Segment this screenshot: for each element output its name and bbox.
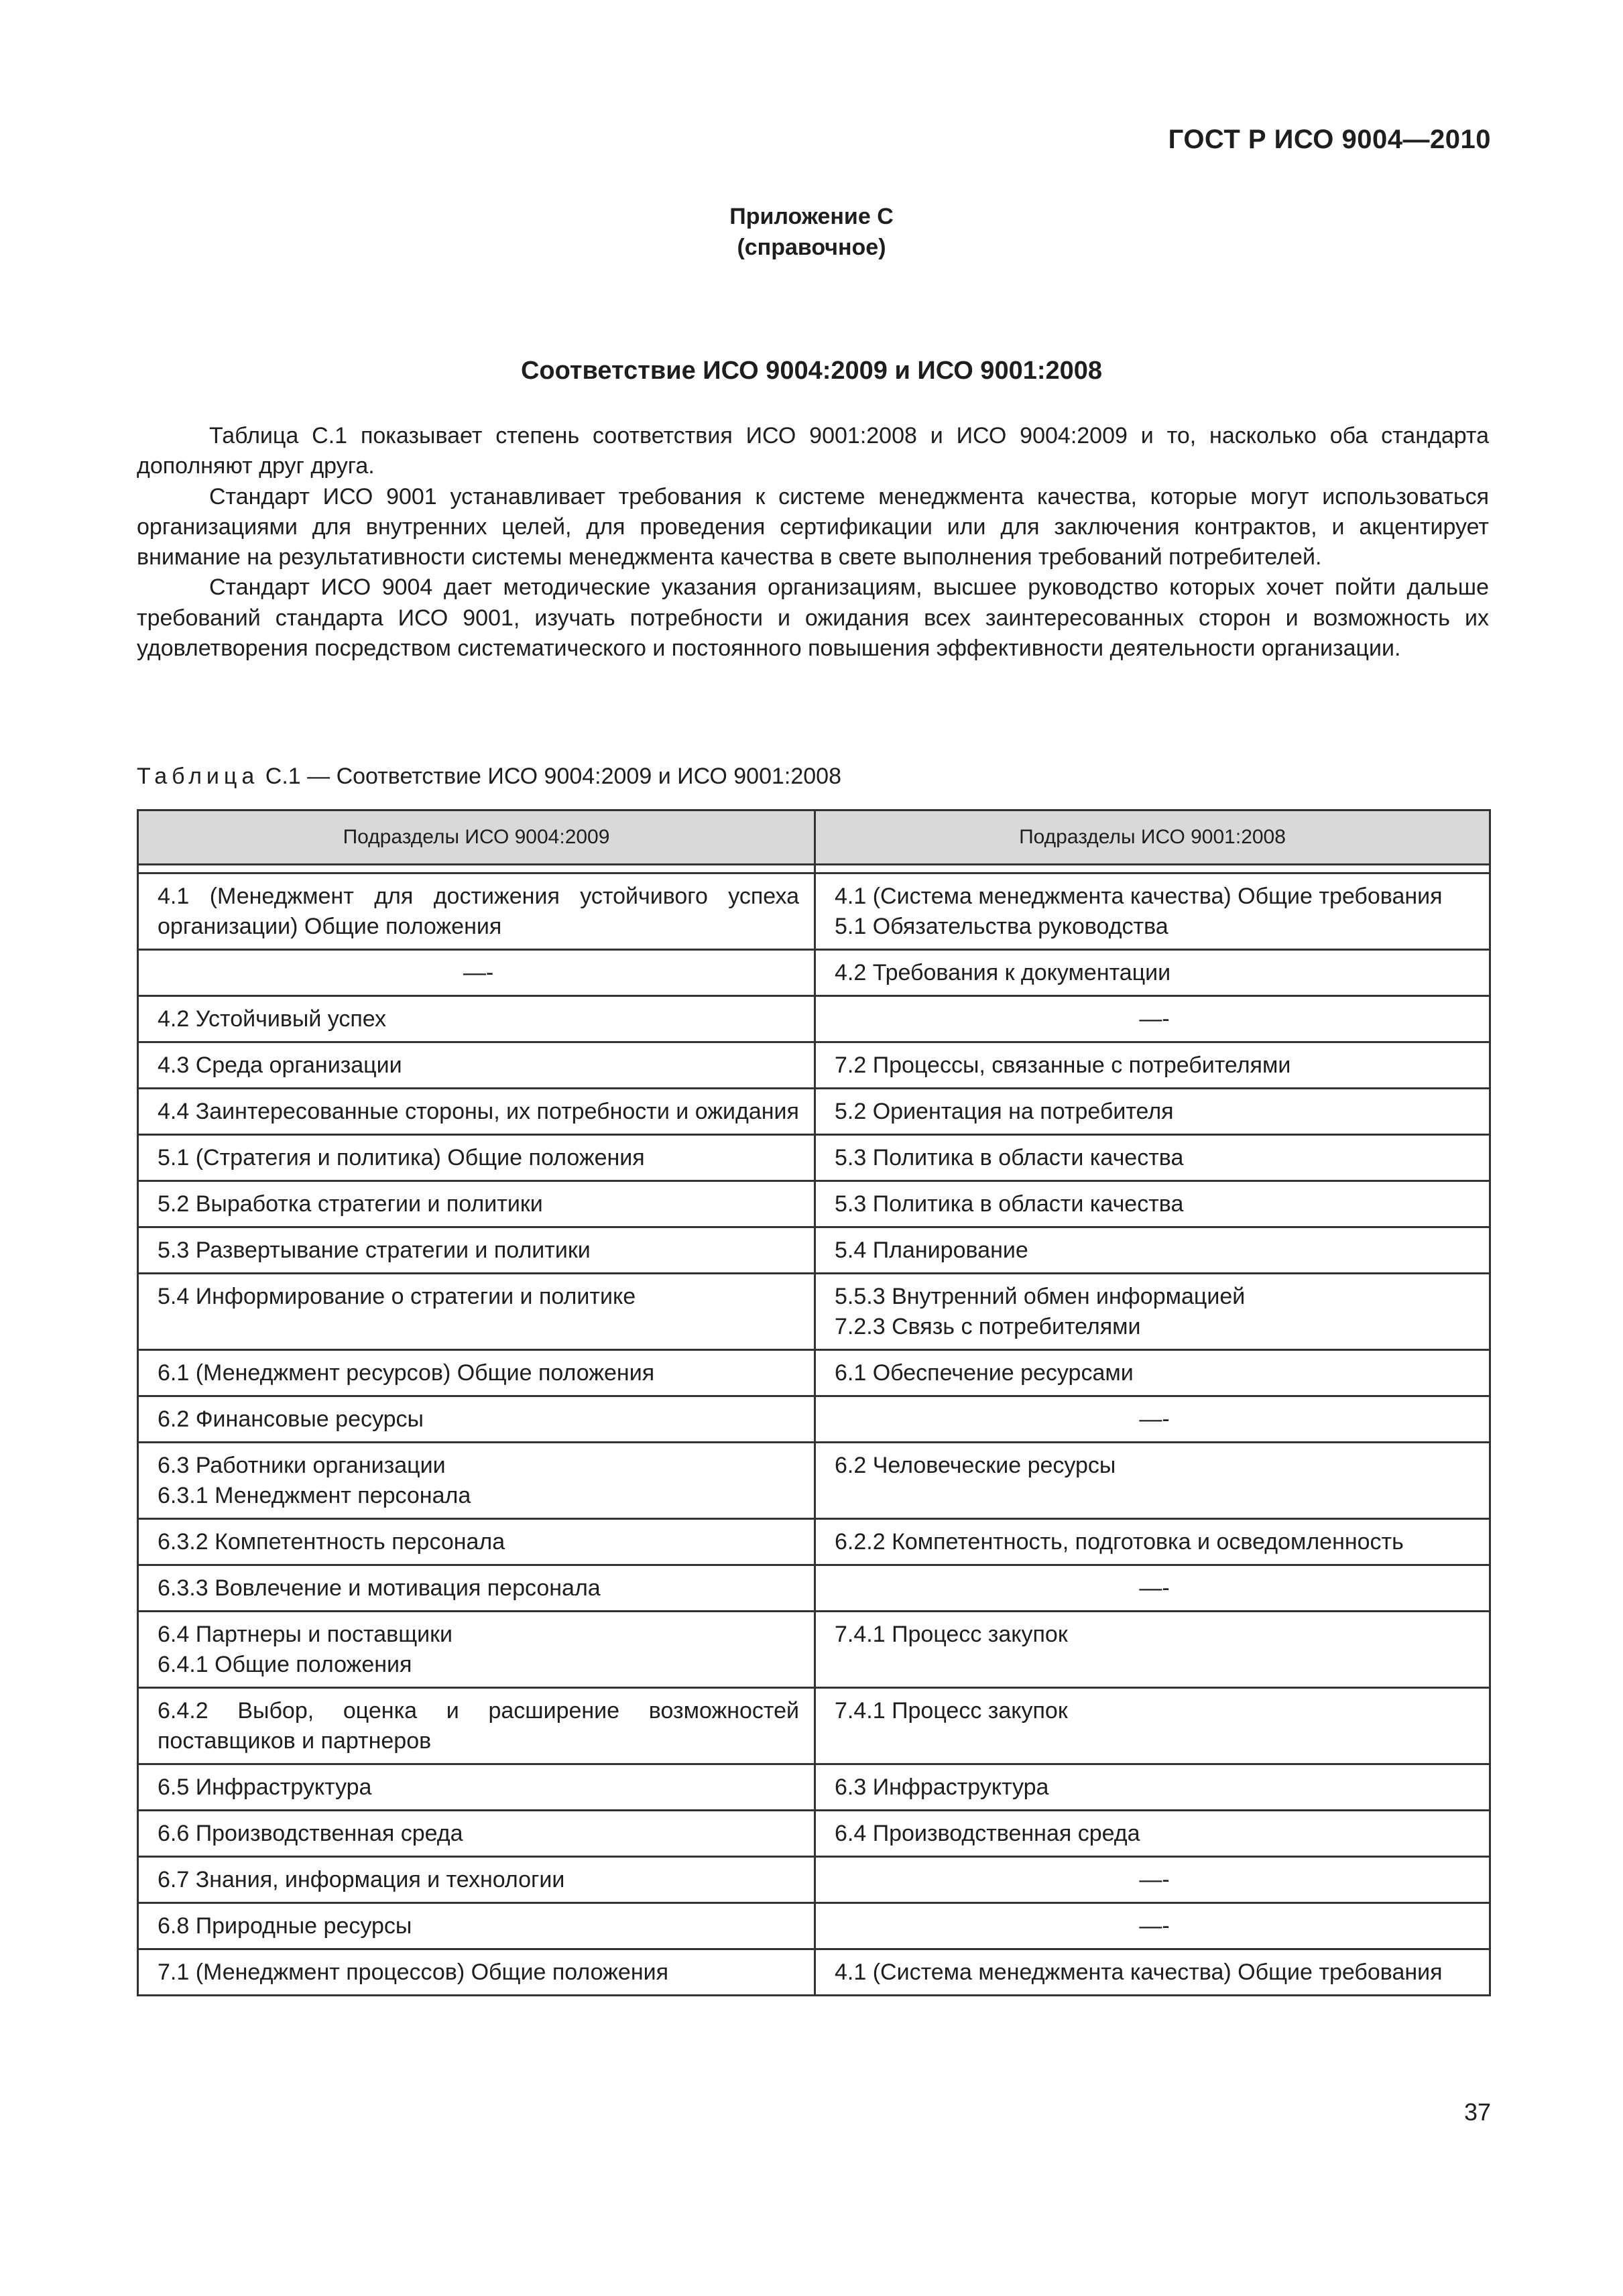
cell-iso9001 — [815, 1764, 1490, 1811]
cell-iso9001 — [815, 1396, 1490, 1443]
table-caption-text: С.1 — Соответствие ИСО 9004:2009 и ИСО 9001:2008 — [265, 764, 841, 789]
cell-line: 5.1 Обязательства руководства — [835, 914, 1168, 939]
cell-line: 6.5 Инфраструктура — [158, 1774, 372, 1800]
table-row — [138, 873, 1490, 950]
table-row — [138, 1811, 1490, 1857]
table-row — [138, 1089, 1490, 1135]
cell-line: 6.3.2 Компетентность персонала — [158, 1529, 505, 1555]
cell-line: 6.4 Производственная среда — [835, 1821, 1140, 1846]
table-row — [138, 1565, 1490, 1612]
cell-iso9001 — [815, 1811, 1490, 1857]
cell-iso9004 — [138, 1042, 815, 1089]
cell-iso9004 — [138, 1565, 815, 1612]
table-row — [138, 1042, 1490, 1089]
cell-line: 6.2 Финансовые ресурсы — [158, 1406, 424, 1432]
table-row — [138, 1135, 1490, 1181]
cell-iso9004 — [138, 1612, 815, 1688]
cell-iso9001 — [815, 1350, 1490, 1396]
cell-iso9004 — [138, 1949, 815, 1996]
correspondence-table — [137, 809, 1491, 1996]
paragraph: Таблица С.1 показывает степень соответствия ИСО 9001:2008 и ИСО 9004:2009 и то, насколько оба стандарта дополняют друг друга. — [137, 423, 1489, 479]
paragraph: Стандарт ИСО 9001 устанавливает требования к системе менеджмента качества, которые могут использоваться организациями для внутренних целей, для проведения сертификации или для заключения контрактов, и акцентирует внимание на результативности системы менеджмента качества в свете выполнения требований потребителей. — [137, 483, 1489, 570]
cell-iso9004 — [138, 1350, 815, 1396]
cell-iso9004 — [138, 1764, 815, 1811]
cell-line: 7.2 Процессы, связанные с потребителями — [835, 1052, 1291, 1078]
cell-iso9001 — [815, 1042, 1490, 1089]
cell-iso9001 — [815, 1181, 1490, 1227]
cell-line: 6.4.2 Выбор, оценка и расширение возможностей поставщиков и партнеров — [158, 1698, 799, 1754]
body-text — [137, 421, 1489, 664]
cell-line: 4.3 Среда организации — [158, 1052, 402, 1078]
cell-line: 7.4.1 Процесс закупок — [835, 1698, 1068, 1724]
cell-iso9001 — [815, 1135, 1490, 1181]
cell-line: 6.7 Знания, информация и технологии — [158, 1867, 565, 1892]
cell-line: 4.2 Устойчивый успех — [158, 1006, 386, 1032]
cell-iso9001 — [815, 1857, 1490, 1903]
table-row — [138, 1181, 1490, 1227]
cell-iso9004 — [138, 1443, 815, 1519]
cell-iso9001 — [815, 1519, 1490, 1565]
cell-line: 6.1 (Менеджмент ресурсов) Общие положения — [158, 1360, 655, 1386]
cell-line: 5.3 Политика в области качества — [835, 1145, 1184, 1170]
table-row — [138, 1949, 1490, 1996]
cell-line: 7.1 (Менеджмент процессов) Общие положения — [158, 1959, 668, 1985]
cell-iso9004 — [138, 1227, 815, 1274]
cell-line: 5.1 (Стратегия и политика) Общие положения — [158, 1145, 645, 1170]
cell-line: 5.2 Выработка стратегии и политики — [158, 1191, 543, 1217]
cell-line: 6.3.3 Вовлечение и мотивация персонала — [158, 1575, 601, 1601]
cell-line: 4.1 (Система менеджмента качества) Общие требования — [835, 1959, 1443, 1985]
cell-line: 5.3 Политика в области качества — [835, 1191, 1184, 1217]
table-row — [138, 1227, 1490, 1274]
cell-line: 5.2 Ориентация на потребителя — [835, 1099, 1174, 1124]
column-header-iso9001: Подразделы ИСО 9001:2008 — [815, 810, 1490, 865]
appendix-heading — [0, 201, 1623, 263]
table-row — [138, 1519, 1490, 1565]
appendix-status: (справочное) — [737, 235, 886, 260]
table-header-row — [138, 810, 1490, 865]
cell-line: —- — [1139, 1575, 1170, 1601]
page-number: 37 — [1463, 2098, 1491, 2126]
table-row — [138, 1443, 1490, 1519]
table-row — [138, 1857, 1490, 1903]
cell-iso9004 — [138, 873, 815, 950]
cell-iso9004 — [138, 1396, 815, 1443]
cell-iso9004 — [138, 1857, 815, 1903]
section-title: Соответствие ИСО 9004:2009 и ИСО 9001:2008 — [520, 357, 1103, 385]
gap-cell — [138, 865, 815, 873]
cell-line: 6.2 Человеческие ресурсы — [835, 1453, 1116, 1478]
cell-iso9001 — [815, 950, 1490, 996]
cell-line: 7.4.1 Процесс закупок — [835, 1622, 1068, 1647]
table-caption — [137, 764, 841, 790]
cell-iso9004 — [138, 1181, 815, 1227]
cell-iso9004 — [138, 1089, 815, 1135]
table-caption-label: Таблица — [137, 764, 259, 789]
cell-iso9004 — [138, 1688, 815, 1764]
cell-iso9001 — [815, 1274, 1490, 1350]
cell-line: 6.3 Инфраструктура — [835, 1774, 1049, 1800]
appendix-title: Приложение С — [729, 204, 894, 229]
cell-line: 4.2 Требования к документации — [835, 960, 1171, 985]
table-row — [138, 1764, 1490, 1811]
cell-line: —- — [463, 960, 494, 985]
cell-iso9001 — [815, 1688, 1490, 1764]
cell-line: 5.3 Развертывание стратегии и политики — [158, 1237, 591, 1263]
table-row — [138, 1350, 1490, 1396]
cell-line: 6.4.1 Общие положения — [158, 1652, 412, 1677]
cell-line: 6.4 Партнеры и поставщики — [158, 1622, 453, 1647]
cell-line: 6.2.2 Компетентность, подготовка и осведомленность — [835, 1529, 1404, 1555]
cell-line: —- — [1139, 1006, 1170, 1032]
standard-id: ГОСТ Р ИСО 9004—2010 — [1168, 125, 1491, 154]
cell-iso9001 — [815, 1903, 1490, 1949]
cell-iso9004 — [138, 1811, 815, 1857]
gap-cell — [815, 865, 1490, 873]
cell-line: 6.3 Работники организации — [158, 1453, 446, 1478]
cell-line: 4.1 (Менеджмент для достижения устойчивого успеха организации) Общие положения — [158, 884, 799, 939]
cell-iso9001 — [815, 1089, 1490, 1135]
cell-iso9004 — [138, 1903, 815, 1949]
cell-line: —- — [1139, 1867, 1170, 1892]
cell-iso9001 — [815, 1949, 1490, 1996]
cell-line: 6.8 Природные ресурсы — [158, 1913, 412, 1939]
cell-iso9004 — [138, 1519, 815, 1565]
table-row — [138, 950, 1490, 996]
cell-iso9001 — [815, 1565, 1490, 1612]
cell-iso9004 — [138, 950, 815, 996]
cell-line: 6.1 Обеспечение ресурсами — [835, 1360, 1134, 1386]
cell-iso9001 — [815, 1443, 1490, 1519]
table-row — [138, 996, 1490, 1042]
table-row — [138, 1903, 1490, 1949]
cell-line: 4.4 Заинтересованные стороны, их потребности и ожидания — [158, 1099, 799, 1124]
cell-line: 4.1 (Система менеджмента качества) Общие требования — [835, 884, 1443, 909]
cell-iso9004 — [138, 996, 815, 1042]
cell-iso9001 — [815, 996, 1490, 1042]
table-row — [138, 1688, 1490, 1764]
cell-line: 5.4 Информирование о стратегии и политике — [158, 1284, 636, 1309]
table-row — [138, 1396, 1490, 1443]
cell-line: —- — [1139, 1406, 1170, 1432]
cell-iso9001 — [815, 1227, 1490, 1274]
cell-line: 5.4 Планирование — [835, 1237, 1028, 1263]
cell-line: 6.6 Производственная среда — [158, 1821, 463, 1846]
cell-line: 6.3.1 Менеджмент персонала — [158, 1483, 471, 1508]
table-row — [138, 1612, 1490, 1688]
cell-line: —- — [1139, 1913, 1170, 1939]
table-row — [138, 1274, 1490, 1350]
paragraph: Стандарт ИСО 9004 дает методические указания организациям, высшее руководство которых хочет пойти дальше требований стандарта ИСО 9001, изучать потребности и ожидания всех заинтересованных сторон и возможность их удовлетворения посредством систематического и постоянного повышения эффективности деятельности организации. — [137, 575, 1489, 662]
cell-iso9001 — [815, 1612, 1490, 1688]
column-header-iso9004: Подразделы ИСО 9004:2009 — [138, 810, 815, 865]
cell-iso9004 — [138, 1274, 815, 1350]
cell-line: 5.5.3 Внутренний обмен информацией — [835, 1284, 1246, 1309]
header-gap-row — [138, 865, 1490, 873]
cell-iso9001 — [815, 873, 1490, 950]
cell-iso9004 — [138, 1135, 815, 1181]
cell-line: 7.2.3 Связь с потребителями — [835, 1314, 1141, 1339]
